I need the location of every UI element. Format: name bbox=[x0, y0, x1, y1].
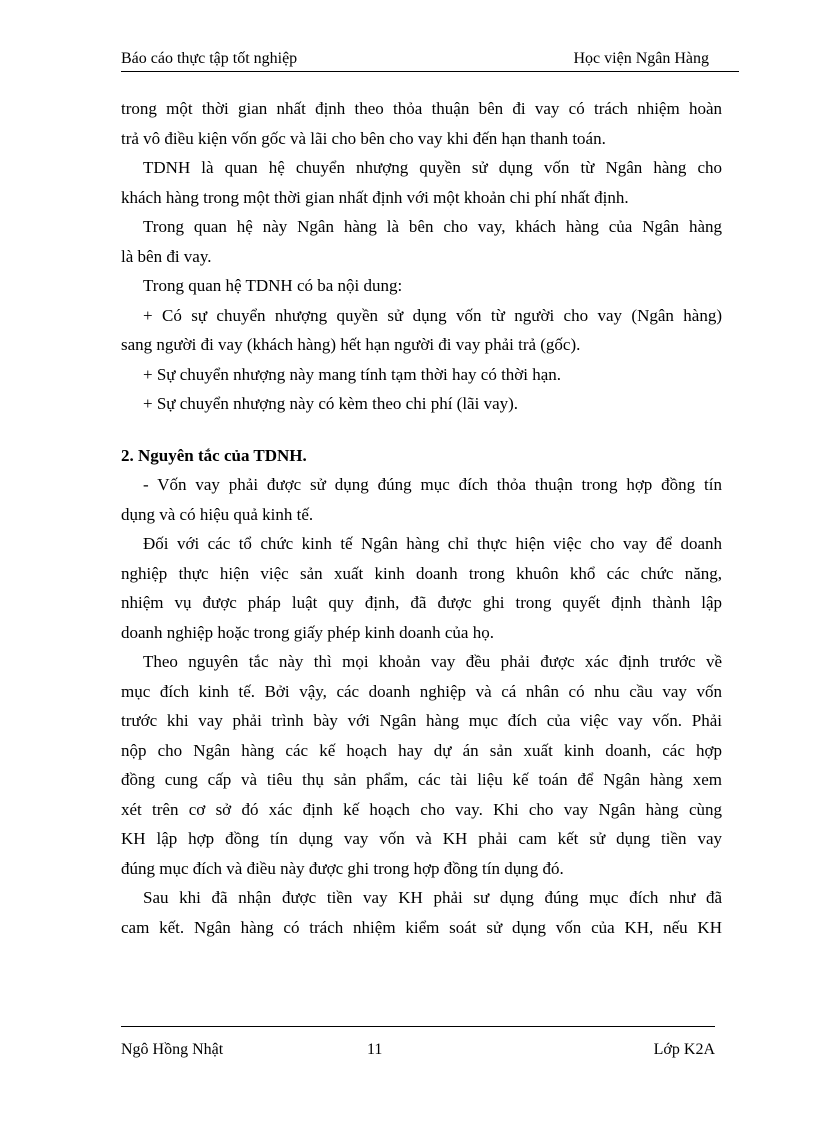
text-line: nộp cho Ngân hàng các kế hoạch hay dự án sản xuất kinh doanh, các hợp bbox=[121, 740, 722, 760]
footer-author: Ngô Hồng Nhật bbox=[121, 1041, 224, 1058]
text-line: Trong quan hệ này Ngân hàng là bên cho vay, khách hàng của Ngân hàng bbox=[143, 217, 722, 236]
paragraph-gap bbox=[121, 419, 722, 441]
text-line: trước khi vay phải trình bày với Ngân hàng mục đích của việc vay vốn. Phải bbox=[121, 711, 722, 730]
text-line: trong một thời gian nhất định theo thỏa thuận bên đi vay có trách nhiệm hoàn bbox=[121, 99, 722, 118]
text-line: KH lập hợp đồng tín dụng vay vốn và KH phải cam kết sử dụng tiền vay bbox=[121, 829, 722, 848]
text-line: xét trên cơ sở đó xác định kế hoạch cho vay. Khi cho vay Ngân hàng cùng bbox=[121, 799, 722, 819]
text-line: sang người đi vay (khách hàng) hết hạn người đi vay phải trả (gốc). bbox=[121, 335, 581, 354]
text-line: khách hàng trong một thời gian nhất định với một khoản chi phí nhất định. bbox=[121, 187, 629, 207]
header-report-title: Báo cáo thực tập tốt nghiệp bbox=[121, 50, 298, 67]
section-heading: 2. Nguyên tắc của TDNH. bbox=[121, 445, 307, 465]
page-header bbox=[121, 49, 739, 72]
header-institution: Học viện Ngân Hàng bbox=[573, 50, 709, 67]
text-line: dụng và có hiệu quả kinh tế. bbox=[121, 504, 314, 524]
text-line: nhiệm vụ được pháp luật quy định, đã được ghi trong quyết định thành lập bbox=[121, 593, 722, 612]
text-line: + Sự chuyển nhượng này mang tính tạm thời hay có thời hạn. bbox=[143, 364, 562, 384]
text-line: Trong quan hệ TDNH có ba nội dung: bbox=[143, 276, 403, 295]
text-line: + Có sự chuyển nhượng quyền sử dụng vốn từ người cho vay (Ngân hàng) bbox=[143, 305, 722, 325]
text-line: cam kết. Ngân hàng có trách nhiệm kiểm soát sử dụng vốn của KH, nếu KH bbox=[121, 917, 722, 937]
text-line: - Vốn vay phải được sử dụng đúng mục đích thỏa thuận trong hợp đồng tín bbox=[143, 475, 722, 494]
text-line: đúng mục đích và điều này được ghi trong hợp đồng tín dụng đó. bbox=[121, 858, 564, 878]
footer-divider bbox=[121, 1026, 715, 1027]
footer-class: Lớp K2A bbox=[653, 1041, 715, 1058]
page-number: 11 bbox=[367, 1041, 383, 1058]
text-line: doanh nghiệp hoặc trong giấy phép kinh doanh của họ. bbox=[121, 622, 494, 642]
text-line: Sau khi đã nhận được tiền vay KH phải sư dụng đúng mục đích như đã bbox=[143, 888, 722, 907]
text-line: đồng cung cấp và tiêu thụ sản phẩm, các tài liệu kế toán để Ngân hàng xem bbox=[121, 770, 722, 789]
text-line: nghiệp thực hiện việc sản xuất kinh doanh trong khuôn khổ các chức năng, bbox=[121, 563, 722, 583]
page-footer bbox=[121, 1040, 715, 1062]
text-line: trả vô điều kiện vốn gốc và lãi cho bên cho vay khi đến hạn thanh toán. bbox=[121, 128, 606, 148]
text-line: là bên đi vay. bbox=[121, 246, 212, 266]
text-line: TDNH là quan hệ chuyển nhượng quyền sử dụng vốn từ Ngân hàng cho bbox=[143, 158, 722, 177]
text-line: Theo nguyên tắc này thì mọi khoản vay đều phải được xác định trước về bbox=[143, 652, 722, 671]
text-line: mục đích kinh tế. Bởi vậy, các doanh nghiệp và cá nhân có nhu cầu vay vốn bbox=[121, 681, 722, 701]
document-body bbox=[121, 94, 722, 942]
text-line: Đối với các tổ chức kinh tế Ngân hàng chỉ thực hiện việc cho vay để doanh bbox=[143, 534, 722, 553]
text-line: + Sự chuyển nhượng này có kèm theo chi phí (lãi vay). bbox=[143, 394, 519, 413]
